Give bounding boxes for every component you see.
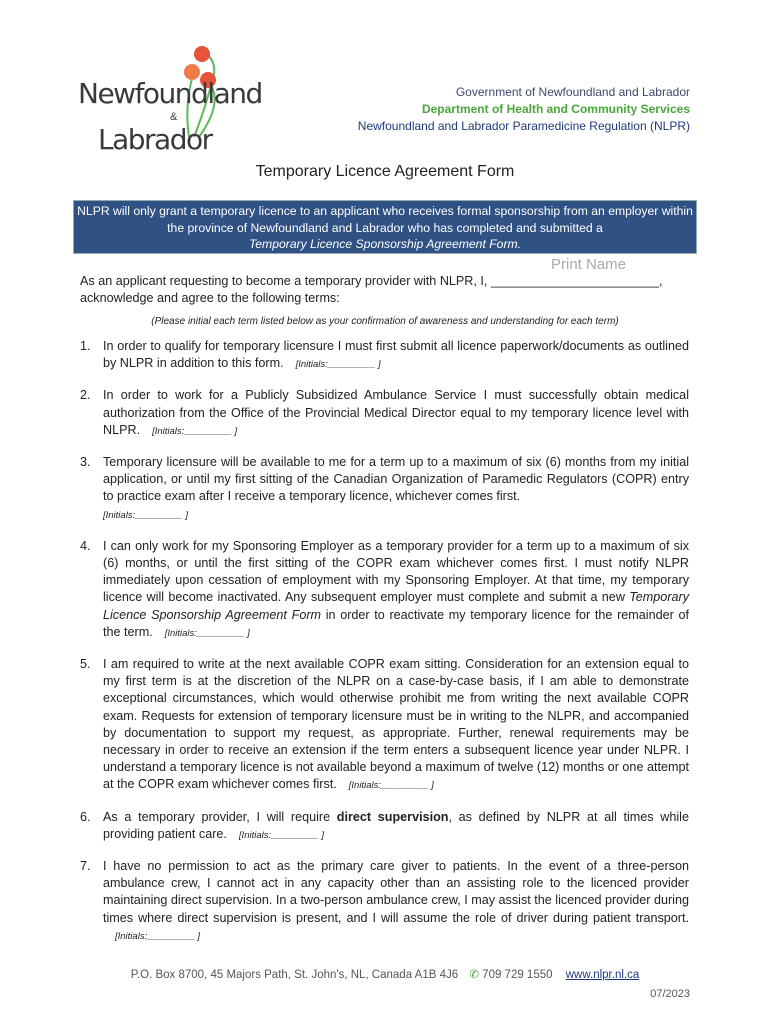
term-text: As a temporary provider, I will require [103, 809, 337, 824]
initials-field[interactable]: [Initials:_________ ] [295, 359, 381, 371]
website-link[interactable]: www.nlpr.nl.ca [565, 969, 640, 981]
print-name-field[interactable]: Print Name [551, 256, 627, 273]
initials-field[interactable]: [Initials:_________ ] [152, 425, 238, 437]
term-number: 3. [80, 455, 91, 470]
footer [0, 968, 770, 982]
term-item [80, 454, 689, 524]
form-title: Temporary Licence Agreement Form [255, 163, 515, 180]
term-number: 2. [80, 388, 91, 403]
phone-icon: ✆ [469, 969, 479, 981]
nl-government-logo [78, 42, 278, 160]
intro-text: As an applicant requesting to become a temporary provider with NLPR, I, ________________________, [80, 274, 663, 288]
initials-field[interactable]: [Initials:_________ ] [238, 829, 324, 841]
term-text: I am required to write at the next available COPR exam sitting. Consideration for an extension equal to my first term is at the discretion of the NLPR on a case-by-case basis, if I am able to demonstrate exceptional circumstances, which would otherwise prohibit me from writing the next available COPR exam. Requests for extension of temporary licensure must be in writing to the NLPR, and accompanied by documentation to support my request, as appropriate. Further, renewal requirements may be necessary in order to receive an extension if the term enters a subsequent licence year under NLPR. I understand a temporary licence is not available beyond a maximum of twelve (12) months or one attempt at the COPR exam whichever comes first. [103, 657, 689, 792]
term-number: 4. [80, 538, 91, 553]
revision-date: 07/2023 [650, 988, 690, 1000]
term-item [80, 656, 689, 795]
term-number: 6. [80, 809, 91, 824]
initial-instruction-note: (Please initial each term listed below as your confirmation of awareness and understanding for each term) [151, 316, 619, 327]
term-number: 7. [80, 859, 91, 874]
initials-field[interactable]: [Initials:_________ ] [103, 509, 189, 521]
terms-list [80, 338, 689, 959]
department-name: Department of Health and Community Services [421, 102, 690, 116]
logo-text-labrador: Labrador [98, 123, 212, 156]
term-text: Temporary licensure will be available to me for a term up to a maximum of six (6) months from my initial application, or until my first sitting of the Canadian Organization of Paramedic Regulators (COPR) entry to practice exam after I receive a temporary licence, whichever comes first. [103, 455, 689, 504]
term-number: 5. [80, 657, 91, 672]
term-item [80, 387, 689, 440]
regulator-name: Newfoundland and Labrador Paramedicine Regulation (NLPR) [357, 119, 690, 133]
term-item [80, 809, 689, 844]
applicant-statement [80, 273, 695, 307]
logo-text-newfoundland: Newfoundland [78, 77, 262, 110]
term-item [80, 338, 689, 373]
term-text: direct supervision [336, 809, 449, 824]
initials-field[interactable]: [Initials:_________ ] [115, 930, 201, 942]
term-text: I can only work for my Sponsoring Employer as a temporary provider for a term up to a maximum of six (6) months, or until the first sitting of the COPR exam whichever comes first. I must notify NLPR immediately upon cessation of employment with my Sponsoring Employer. At that time, my temporary licence will become inactivated. Any subsequent employer must complete and submit a new [103, 538, 689, 605]
intro-text-continued: acknowledge and agree to the following terms: [80, 291, 340, 305]
government-name: Government of Newfoundland and Labrador [455, 85, 690, 99]
initials-field[interactable]: [Initials:_________ ] [348, 780, 434, 792]
term-text: , as defined by NLPR at all times while providing patient care. [103, 809, 689, 841]
banner-form-name: Temporary Licence Sponsorship Agreement Form. [248, 237, 522, 251]
term-item [80, 858, 689, 945]
term-text: I have no permission to act as the primary care giver to patients. In the event of a three-person ambulance crew, I cannot act in any capacity other than an assisting role to the licenced provider maintaining direct supervision. In a two-person ambulance crew, I may assist the licenced provider during times where direct supervision is present, and I will assume the role of driver during patient transport. [103, 859, 689, 925]
banner-text: NLPR will only grant a temporary licence to an applicant who receives formal sponsorship from an employer within the province of Newfoundland and Labrador who has completed and submitted a [77, 204, 693, 235]
term-item [80, 538, 689, 642]
sponsorship-notice-banner [73, 200, 697, 254]
logo-ampersand: & [170, 111, 178, 123]
initials-field[interactable]: [Initials:_________ ] [164, 627, 250, 639]
footer-address: P.O. Box 8700, 45 Majors Path, St. John's, NL, Canada A1B 4J6 [130, 969, 459, 981]
letterhead [358, 84, 690, 135]
term-text: in order to reactivate my temporary licence for the remainder of the term. [103, 607, 689, 639]
term-text: In order to qualify for temporary licensure I must first submit all licence paperwork/documents as outlined by NLPR in addition to this form. [103, 339, 689, 371]
footer-phone: 709 729 1550 [482, 969, 553, 981]
term-text: In order to work for a Publicly Subsidized Ambulance Service I must successfully obtain medical authorization from the Office of the Provincial Medical Director equal to my temporary licence level with NLPR. [103, 388, 689, 437]
term-number: 1. [80, 339, 91, 353]
term-text: Temporary Licence Sponsorship Agreement Form [103, 590, 689, 622]
